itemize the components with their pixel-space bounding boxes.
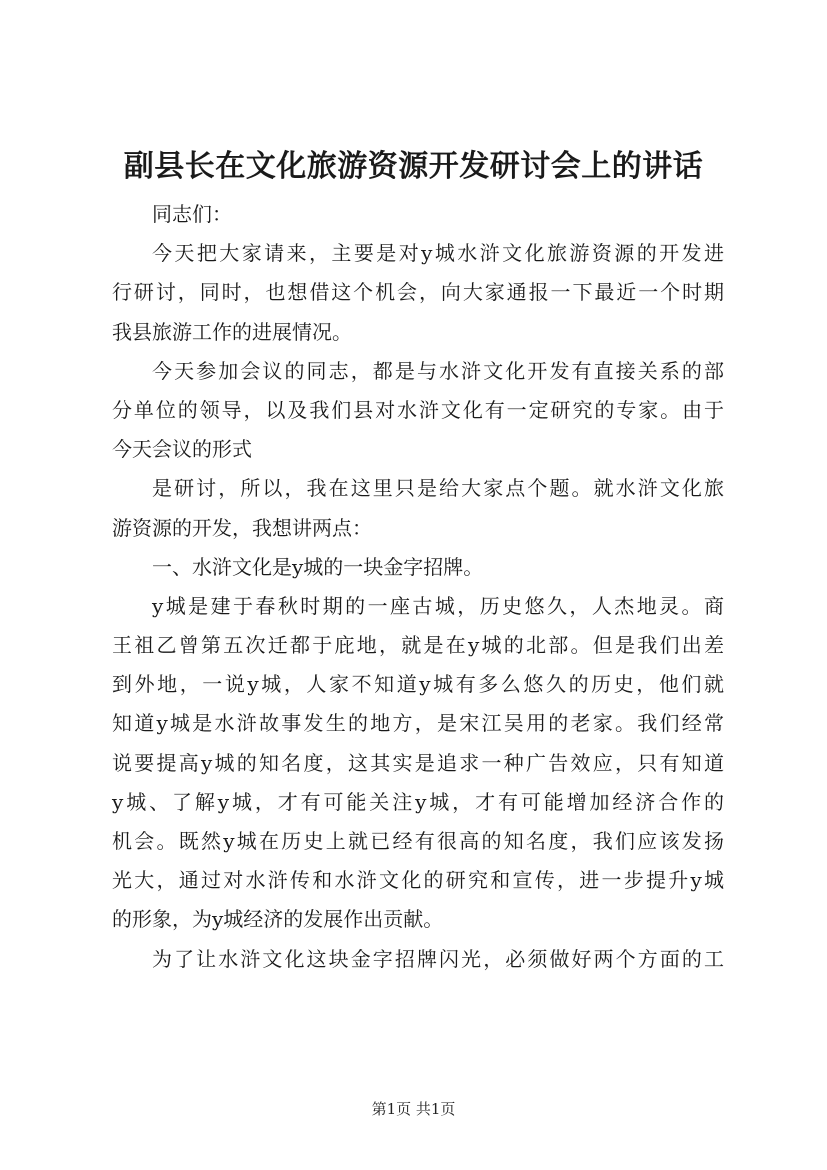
page-footer: 第1页 共1页 — [371, 1100, 456, 1118]
paragraph-line: 一、水浒文化是y城的一块金字招牌。 — [152, 554, 484, 579]
paragraph-line: 今天会议的形式 — [112, 437, 252, 462]
paragraph-line: 到外地，一说y城，人家不知道y城有多么悠久的历史，他们就 — [112, 672, 724, 697]
paragraph-line: 行研讨，同时，也想借这个机会，向大家通报一下最近一个时期 — [112, 280, 724, 305]
document-body — [112, 195, 724, 979]
paragraph-line: 是研讨，所以，我在这里只是给大家点个题。就水浒文化旅 — [152, 476, 724, 501]
paragraph-line: 说要提高y城的知名度，这其实是追求一种广告效应，只有知道 — [112, 750, 724, 775]
paragraph-line: 同志们： — [152, 202, 232, 226]
paragraph-line: y城、了解y城，才有可能关注y城，才有可能增加经济合作的 — [112, 789, 724, 814]
paragraph-line: 为了让水浒文化这块金字招牌闪光，必须做好两个方面的工 — [152, 946, 724, 971]
paragraph-line: 游资源的开发，我想讲两点： — [112, 515, 372, 540]
paragraph-line: 机会。既然y城在历史上就已经有很高的知名度，我们应该发扬 — [112, 829, 724, 853]
paragraph-line: 光大，通过对水浒传和水浒文化的研究和宣传，进一步提升y城 — [112, 868, 724, 893]
paragraph-line: 的形象，为y城经济的发展作出贡献。 — [112, 907, 444, 932]
paragraph-line: 今天把大家请来，主要是对y城水浒文化旅游资源的开发进 — [152, 241, 724, 266]
paragraph-line: 今天参加会议的同志，都是与水浒文化开发有直接关系的部 — [152, 358, 724, 383]
paragraph-line: 分单位的领导，以及我们县对水浒文化有一定研究的专家。由于 — [112, 397, 724, 422]
paragraph-line: 知道y城是水浒故事发生的地方，是宋江吴用的老家。我们经常 — [112, 711, 724, 736]
paragraph-line: 王祖乙曾第五次迁都于庇地，就是在y城的北部。但是我们出差 — [112, 633, 724, 658]
paragraph-line: 我县旅游工作的进展情况。 — [112, 319, 352, 344]
paragraph-line: y城是建于春秋时期的一座古城，历史悠久，人杰地灵。商 — [152, 593, 724, 618]
document-title: 副县长在文化旅游资源开发研讨会上的讲话 — [123, 149, 704, 184]
